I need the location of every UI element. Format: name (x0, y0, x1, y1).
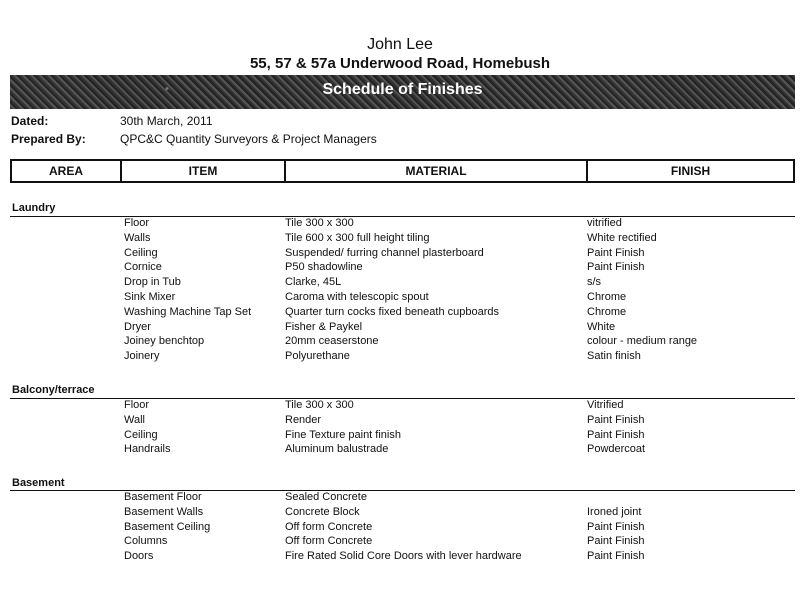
material-cell: Render (285, 413, 322, 426)
dated-value: 30th March, 2011 (120, 114, 213, 128)
table-row (0, 414, 800, 429)
finish-cell: s/s (587, 276, 602, 289)
title-band (10, 75, 795, 109)
material-cell: P50 shadowline (285, 261, 363, 274)
finish-cell: Satin finish (587, 350, 641, 363)
table-row (0, 217, 800, 232)
item-cell: Cornice (124, 261, 162, 274)
finish-cell: Ironed joint (587, 505, 642, 518)
finish-cell: Paint Finish (587, 535, 645, 548)
item-cell: Joiney benchtop (124, 335, 205, 348)
table-row (0, 335, 800, 350)
finish-cell: Paint Finish (587, 261, 645, 274)
material-cell: Sealed Concrete (285, 491, 367, 503)
table-row (0, 491, 800, 506)
item-cell: Floor (124, 217, 150, 229)
item-cell: Doors (124, 550, 154, 563)
table-row (0, 306, 800, 321)
section-title: Basement (12, 477, 65, 489)
material-cell: Fire Rated Solid Core Doors with lever hardware (285, 550, 522, 563)
table-row (0, 261, 800, 276)
column-header-finish: FINISH (587, 160, 794, 182)
item-cell: Floor (124, 399, 150, 411)
material-cell: Fine Texture paint finish (285, 428, 401, 441)
table-row (0, 247, 800, 262)
material-cell: Aluminum balustrade (285, 443, 389, 456)
dated-label: Dated: (11, 114, 49, 128)
finish-cell: Paint Finish (587, 246, 645, 259)
material-cell: Concrete Block (285, 505, 360, 518)
material-cell: Off form Concrete (285, 535, 373, 548)
material-cell: Polyurethane (285, 350, 350, 363)
table-row (0, 321, 800, 336)
table-row (0, 350, 800, 365)
table-row (0, 535, 800, 550)
item-cell: Drop in Tub (124, 276, 181, 289)
material-cell: Off form Concrete (285, 520, 373, 533)
item-cell: Walls (124, 231, 151, 244)
item-cell: Wall (124, 413, 145, 426)
material-cell: Tile 300 x 300 (285, 399, 354, 411)
finish-cell: Paint Finish (587, 520, 645, 533)
material-cell: Quarter turn cocks fixed beneath cupboards (285, 305, 500, 318)
item-cell: Sink Mixer (124, 291, 176, 303)
table-row (0, 443, 800, 458)
item-cell: Handrails (124, 443, 171, 456)
section-title: Balcony/terrace (12, 384, 95, 396)
item-cell: Basement Ceiling (124, 520, 211, 533)
item-cell: Columns (124, 535, 168, 548)
material-cell: Tile 300 x 300 (285, 217, 354, 229)
finish-cell: White (587, 320, 616, 333)
column-header-material: MATERIAL (285, 160, 587, 182)
column-header-item: ITEM (121, 160, 285, 182)
material-cell: 20mm ceaserstone (285, 335, 379, 348)
column-header-table (10, 159, 795, 183)
finish-cell: colour - medium range (587, 335, 698, 348)
finish-cell: vitrified (587, 217, 622, 229)
table-row (0, 399, 800, 414)
item-cell: Washing Machine Tap Set (124, 305, 252, 318)
material-cell: Fisher & Paykel (285, 320, 363, 333)
table-row (0, 276, 800, 291)
item-cell: Ceiling (124, 246, 158, 259)
table-row (0, 521, 800, 536)
prepared-by-label: Prepared By: (11, 132, 86, 146)
table-row (0, 429, 800, 444)
column-header-area: AREA (11, 160, 121, 182)
material-cell: Suspended/ furring channel plasterboard (285, 246, 484, 259)
item-cell: Basement Floor (124, 491, 202, 503)
table-row (0, 506, 800, 521)
table-row (0, 550, 800, 565)
finish-cell: Powdercoat (587, 443, 646, 456)
material-cell: Caroma with telescopic spout (285, 291, 429, 303)
prepared-by-value: QPC&C Quantity Surveyors & Project Managers (120, 132, 377, 146)
finish-cell: Vitrified (587, 399, 624, 411)
table-row (0, 232, 800, 247)
item-cell: Joinery (124, 350, 160, 363)
item-cell: Ceiling (124, 428, 158, 441)
project-address: 55, 57 & 57a Underwood Road, Homebush (249, 55, 551, 72)
client-name: John Lee (367, 36, 433, 53)
section-title: Laundry (12, 202, 56, 214)
material-cell: Tile 600 x 300 full height tiling (285, 231, 430, 244)
finish-cell: White rectified (587, 231, 657, 244)
document-title: Schedule of Finishes (322, 81, 483, 98)
material-cell: Clarke, 45L (285, 276, 342, 289)
finish-cell: Paint Finish (587, 428, 645, 441)
finish-cell: Paint Finish (587, 413, 645, 426)
item-cell: Basement Walls (124, 505, 204, 518)
table-row (0, 291, 800, 306)
finish-cell: Chrome (587, 305, 627, 318)
item-cell: Dryer (124, 320, 151, 333)
finish-cell: Chrome (587, 291, 627, 303)
finish-cell: Paint Finish (587, 550, 645, 563)
